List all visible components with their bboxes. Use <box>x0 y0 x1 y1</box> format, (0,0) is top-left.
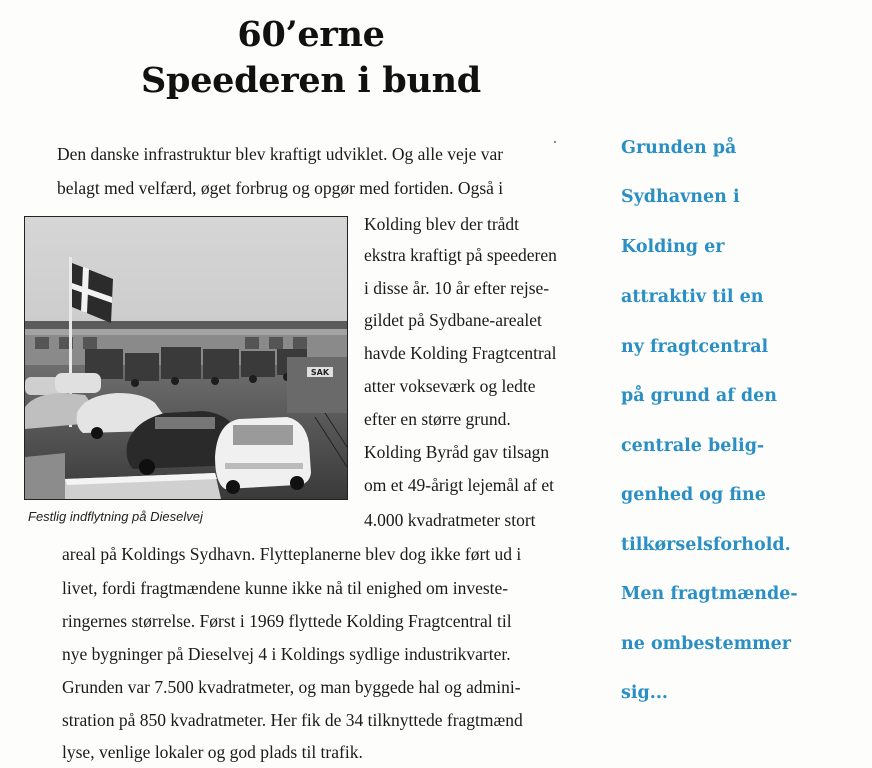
page-title-headline: Speederen i bund <box>141 60 481 101</box>
pull-quote-line: ny fragtcentral <box>621 337 769 357</box>
pull-quote-line: centrale belig- <box>621 436 765 456</box>
pull-quote-line: attraktiv til en <box>621 287 764 307</box>
body-line: areal på Koldings Sydhavn. Flytteplanerne blev dog ikke ført ud i <box>62 544 522 564</box>
page-title-decade: 60’erne <box>237 14 385 55</box>
body-line: Kolding blev der trådt <box>364 214 520 234</box>
pull-quote-line: Kolding er <box>621 237 725 257</box>
pull-quote-line: på grund af den <box>621 386 777 406</box>
body-line: gildet på Sydbane-arealet <box>364 310 542 330</box>
photo-caption: Festlig indflytning på Dieselvej <box>28 509 203 524</box>
body-line: livet, fordi fragtmændene kunne ikke nå til enighed om investe- <box>62 578 509 598</box>
pull-quote-line: Men fragtmænde- <box>621 584 798 604</box>
body-line: ekstra kraftigt på speederen <box>364 245 557 265</box>
body-line: atter vokseværk og ledte <box>364 376 536 396</box>
body-line: om et 49-årigt lejemål af et <box>364 475 554 495</box>
pull-quote-line: tilkørselsforhold. <box>621 535 791 555</box>
body-line: belagt med velfærd, øget forbrug og opgør med fortiden. Også i <box>57 178 504 198</box>
historical-photo <box>24 216 348 500</box>
paper-speck <box>554 141 556 143</box>
body-line: nye bygninger på Dieselvej 4 i Koldings sydlige industrikvarter. <box>62 644 511 664</box>
body-line: Grunden var 7.500 kvadratmeter, og man byggede hal og admini- <box>62 677 521 697</box>
pull-quote-line: sig... <box>621 683 669 703</box>
truck-sign: SAK <box>310 368 330 377</box>
pull-quote-line: ne ombestemmer <box>621 634 791 654</box>
body-line: 4.000 kvadratmeter stort <box>364 510 536 530</box>
body-line: Kolding Byråd gav tilsagn <box>364 442 550 462</box>
body-line: havde Kolding Fragtcentral <box>364 343 557 363</box>
body-line: ringernes størrelse. Først i 1969 flyttede Kolding Fragtcentral til <box>62 611 512 631</box>
pull-quote-line: Grunden på <box>621 138 737 158</box>
pull-quote-line: Sydhavnen i <box>621 187 740 207</box>
body-line: stration på 850 kvadratmeter. Her fik de 34 tilknyttede fragtmænd <box>62 710 523 730</box>
body-line: efter en større grund. <box>364 409 511 429</box>
body-line: i disse år. 10 år efter rejse- <box>364 278 550 298</box>
pull-quote-line: genhed og fine <box>621 485 766 505</box>
body-line: Den danske infrastruktur blev kraftigt udviklet. Og alle veje var <box>57 144 504 164</box>
body-line: lyse, venlige lokaler og god plads til trafik. <box>62 742 363 762</box>
